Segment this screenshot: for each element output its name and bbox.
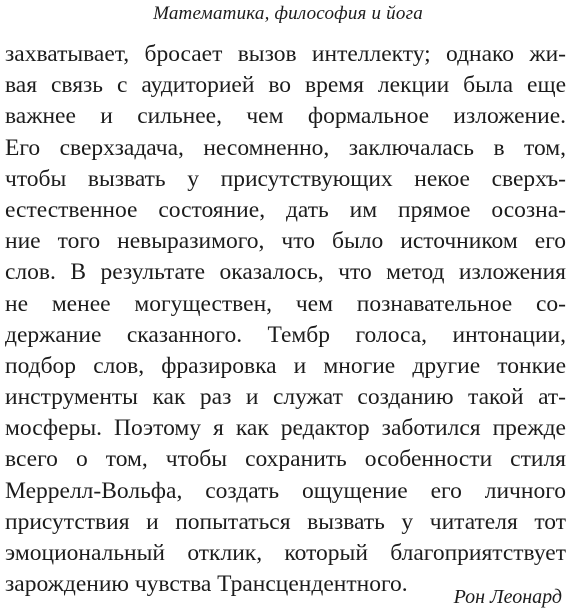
text-line: Его сверхзадача, несомненно, заключалась в том, [5,134,566,161]
text-line: не менее могуществен, чем познавательное со- [5,290,566,317]
body-paragraph [5,39,566,600]
running-head: Математика, философия и йога [153,3,423,24]
text-line: Меррелл-Вольфа, создать ощущение его личного [5,477,566,504]
text-line: мосферы. Поэтому я как редактор заботился прежде [5,415,566,442]
text-line: важнее и сильнее, чем формальное изложение. [5,103,566,130]
text-line: держание сказанного. Тембр голоса, интонации, [5,321,566,348]
text-line: вая связь с аудиторией во время лекции была еще [5,72,566,99]
text-line: зарождению чувства Трансцендентного. [5,571,408,598]
text-line: чтобы вызвать у присутствующих некое сверхъ- [5,165,566,192]
text-line: естественное состояние, дать им прямое осозна- [5,196,566,223]
text-line: инструменты как раз и служат созданию такой ат- [5,384,566,411]
text-line: захватывает, бросает вызов интеллекту; однако жи- [5,41,566,67]
text-line: ние того невыразимого, что было источником его [5,228,566,255]
text-line: присутствия и попытаться вызвать у читателя тот [5,508,566,535]
text-line: слов. В результате оказалось, что метод изложения [5,259,566,286]
author-signature: Рон Леонард [453,586,562,608]
text-line: всего о том, чтобы сохранить особенности стиля [5,446,566,473]
text-line: подбор слов, фразировка и многие другие тонкие [5,352,566,379]
text-line: эмоциональный отклик, который благоприятствует [5,540,566,566]
